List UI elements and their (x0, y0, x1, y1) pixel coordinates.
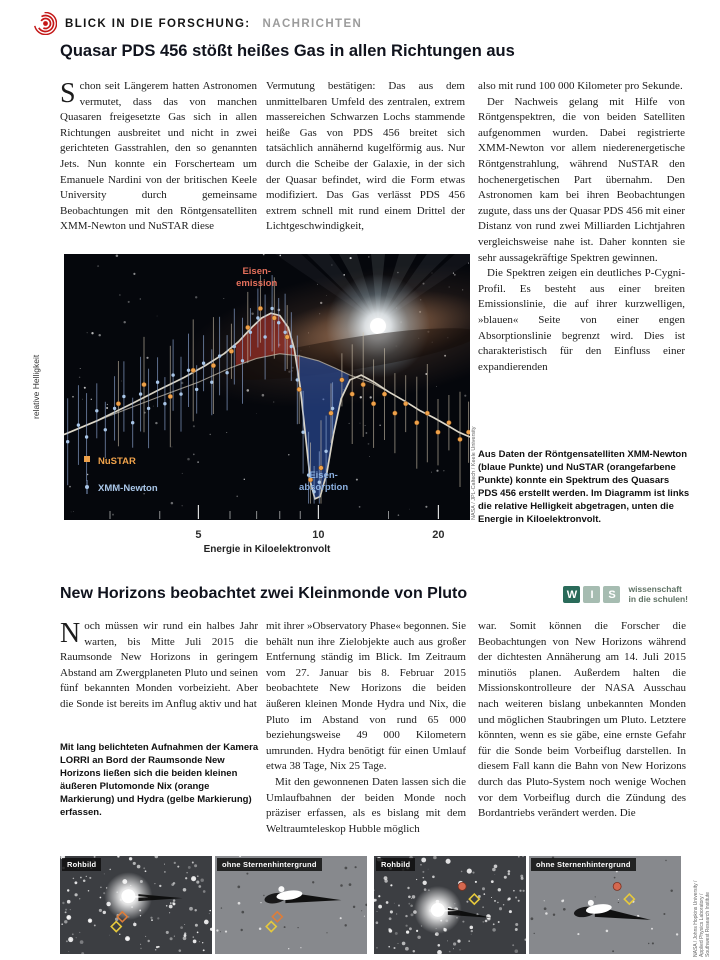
wis-letter-s: S (603, 586, 620, 603)
pluto-panel-raw-2 (374, 856, 526, 954)
svg-text:XMM-Newton: XMM-Newton (98, 483, 158, 494)
svg-text:NuSTAR: NuSTAR (98, 456, 136, 467)
pluto-panel-raw-1 (60, 856, 212, 954)
chart-x-axis-label: Energie in Kiloelektronvolt (203, 544, 331, 555)
pluto-image-strip (60, 856, 681, 954)
spectrum-figure (64, 254, 470, 546)
article1-column-3 (478, 79, 685, 375)
page-header (34, 12, 362, 35)
spectrum-chart (64, 254, 470, 546)
panel-label: Rohbild (376, 858, 415, 871)
article1-col3-p3: Die Spektren zeigen ein deutliches P-Cygni-Profil. Es besteht aus einer breiten Emissionslinie, die auf ihrer kurzwelligen, »blauen« Seite von einer engen Absorptionslinie begrenzt wird. Dies ist charakteristisch für den Einfluss einer expandierenden (478, 267, 685, 373)
rubric-title: BLICK IN DIE FORSCHUNG: (65, 17, 251, 30)
article1-title: Quasar PDS 456 stößt heißes Gas in allen Richtungen aus (60, 42, 515, 60)
strip-credit: NASA / Johns Hopkins University / Applied Physics Laboratory / Southwest Research Institute (693, 880, 712, 957)
rubric-section: NACHRICHTEN (262, 17, 363, 30)
article1-col1-text: chon seit Längerem hatten Astronomen vermutet, dass das von manchen Quasaren freigesetzte Gas sich in allen Richtungen ausbreitet und nicht in zwei gerichteten Gasstrahlen, den so genannten Jets. Nun konnte ein Forscherteam um Emanuele Nardini von der britischen Keele University durch gemeinsame Beobachtungen mit den Röntgensatelliten XMM-Newton und NuSTAR diese (60, 80, 257, 233)
article1-column-2 (266, 79, 465, 235)
wis-tagline: wissenschaft in die schulen! (628, 584, 688, 604)
wis-letter-i: I (583, 586, 600, 603)
svg-text:absorption: absorption (299, 482, 349, 493)
chart-y-axis-label: relative Helligkeit (31, 354, 41, 420)
strip-caption: Mit lang belichteten Aufnahmen der Kamera LORRI an Bord der Raumsonde New Horizons ließen sich die beiden kleinen äußeren Plutomonde Nix (orange Markierung) und Hydra (gelbe Markierung) erfassen. (60, 742, 259, 818)
wis-logo (563, 585, 688, 604)
svg-text:5: 5 (195, 529, 202, 541)
article2-col3-text: war. Somit können die Forscher die Beobachtungen von New Horizons während der dichtesten Annäherung am 14. Juli 2015 minutiös planen. Außerdem halten die Missionskontrolleure der NASA Ausschau nach weiteren bislang unbekannten Monden und möglichen Staubringen um Pluto. Letztere könnten, wenn es sie gäbe, eine ernste Gefahr für die Sonde beim Vorbeiflug darstellen. In diesem Fall kann die Bahn von New Horizons durch das Pluto-System noch wenige Wochen vor dem Vorbeiflug durch die Zündung des Bordantriebs verändert werden. Die (478, 620, 686, 820)
dropcap: S (60, 78, 76, 109)
article2-header-row (60, 585, 688, 604)
article1-col2-text: Vermutung bestätigen: Das aus dem unmittelbaren Umfeld des zentralen, extrem massereichen Schwarzen Lochs stammende heiße Gas von PDS 456 breitet sich tatsächlich annähernd kugelförmig aus. Nur durch die Scheibe der Galaxie, in der sich der Quasar befindet, wird die Form etwas modifiziert. Das Gas verlässt PDS 456 extrem schnell mit rund einem Drittel der Lichtgeschwindigkeit, (266, 80, 465, 233)
article2-column-2 (266, 619, 466, 837)
article1-col3-p1: also mit rund 100 000 Kilometer pro Sekunde. (478, 80, 683, 92)
article2-column-1 (60, 619, 258, 713)
article2-title: New Horizons beobachtet zwei Kleinmonde von Pluto (60, 585, 468, 602)
pluto-panel-clean-2 (529, 856, 681, 954)
panel-label: Rohbild (62, 858, 101, 871)
radiating-waves-icon (34, 12, 57, 35)
dropcap: N (60, 618, 81, 649)
panel-label: ohne Sternenhintergrund (531, 858, 636, 871)
svg-text:10: 10 (312, 529, 325, 541)
svg-text:Eisen-: Eisen- (309, 470, 338, 481)
article2-col2-p2: Mit den gewonnenen Daten lassen sich die Umlaufbahnen der beiden Monde noch präziser erfassen, als es bislang mit dem Weltraumteleskop Hubble möglich (266, 775, 466, 835)
article2-col1-text: och müssen wir rund ein halbes Jahr warten, bis Mitte Juli 2015 die Raumsonde New Horizons in geringem Abstand am Zwergplaneten Pluto und seinen fünf bekannten Monden vorbeizieht. Aber die Sonde ist bereits im Anflug aktiv und hat (60, 620, 258, 710)
article2-col2-p1: mit ihrer »Observatory Phase« begonnen. Sie behält nun ihre Zielobjekte auch aus großer Entfernung ständig im Blick. Im Zeitraum vom 27. Januar bis 8. Februar 2015 beobachtete New Horizons die beiden äußeren kleinen Monde Hydra und Nix, die Pluto im Abstand von rund 65 000 beziehungsweise 49 000 Kilometern umrunden. Hydra benötigt für einen Umlauf etwa 38 Tage, Nix 25 Tage. (266, 620, 466, 773)
article2-column-3 (478, 619, 686, 822)
article1-col3-p2: Der Nachweis gelang mit Hilfe von Röntgenspektren, die von beiden Satelliten aufgenommen wurden. Dabei registrierte XMM-Newton vor allem niederenergetische Röntgenstrahlung, während NuSTAR den hochenergetischen Part übernahm. Den Astronomen kam bei ihren Beobachtungen zugute, dass uns der Quasar PDS 456 mit einer Distanz von rund zwei Milliarden Lichtjahren vergleichsweise nahe ist. Daher konnten sie sehr aussagekräftige Spektren gewinnen. (478, 95, 685, 264)
svg-text:20: 20 (432, 529, 445, 541)
pluto-panel-clean-1 (215, 856, 367, 954)
article1-column-1 (60, 79, 257, 235)
wis-letter-w: W (563, 586, 580, 603)
svg-text:Eisen-: Eisen- (242, 266, 271, 277)
figure1-credit: NASA / JPL-Caltech / Keele University (471, 426, 477, 520)
svg-text:emission: emission (236, 278, 278, 289)
panel-label: ohne Sternenhintergrund (217, 858, 322, 871)
figure1-caption: Aus Daten der Röntgensatelliten XMM-Newton (blaue Punkte) und NuSTAR (orangefarbene Punkte) konnte ein Spektrum des Quasars PDS 456 erstellt werden. Im Diagramm ist links die relative Helligkeit abgetragen, unten die Energie in Kiloelektronvolt. (478, 449, 690, 525)
